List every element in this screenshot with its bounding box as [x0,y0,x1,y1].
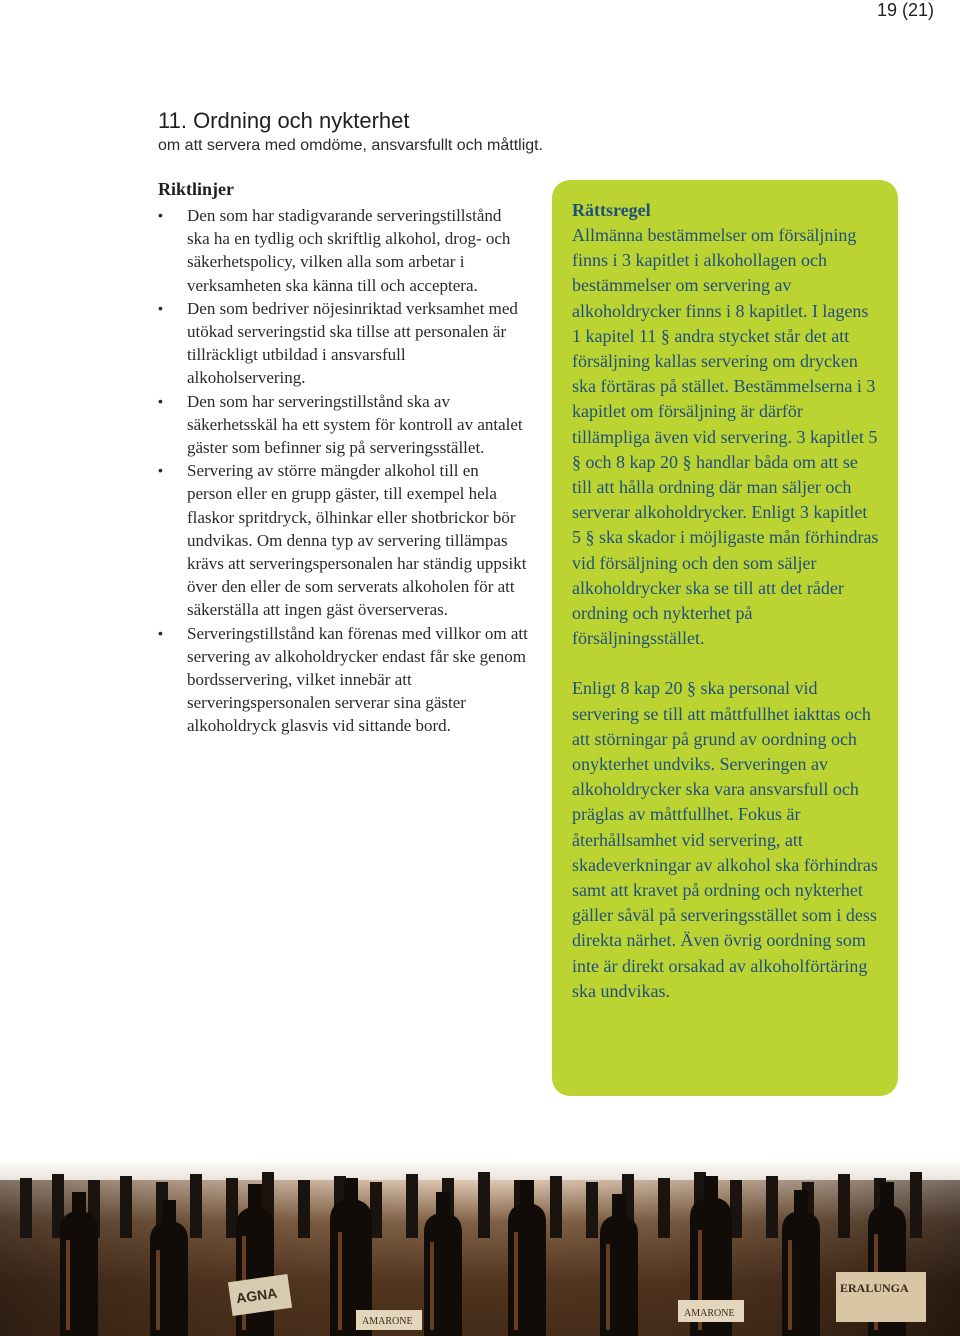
bullet-icon: • [158,299,163,316]
bullet-icon: • [158,392,163,409]
legal-rule-box [552,180,898,1096]
list-item [158,390,528,460]
bullet-icon: • [158,462,163,479]
bullet-icon: • [158,624,163,641]
list-item-text: Den som bedriver nöjesinriktad verksamhet med utökad serveringstid ska tillse att personalen är tillräckligt utbildad i ansvarsfull alkoholservering. [187,298,518,388]
bullet-icon: • [158,207,163,223]
list-item [158,622,528,738]
list-item-text: Serveringstillstånd kan förenas med villkor om att servering av alkoholdrycker endast får ske genom bordsservering, vilket innebär att serveringspersonalen serverar sina gäster alkoholdryck glasvis vid sittande bord. [187,623,528,736]
bottle-label: AMARONE [684,1308,735,1319]
wine-bottles-photo [0,1160,960,1336]
list-item-text: Den som har serveringstillstånd ska av säkerhetsskäl ha ett system för kontroll av antalet gäster som befinner sig på serveringsstället. [187,391,523,458]
list-item [158,204,528,297]
page-number: 19 (21) [876,0,934,20]
bottle-label: AMARONE [362,1316,413,1327]
legal-rule-paragraph: Allmänna bestämmelser om försäljning finns i 3 kapitlet i alkohollagen och bestämmelser om servering av alkoholdrycker finns i 8 kapitlet. I lagens 1 kapitel 11 § andra stycket står det att försäljning kallas servering om drycken ska förtäras på stället. Bestämmelserna i 3 kapitlet om försäljning är därför tillämpliga även vid servering. 3 kapitlet 5 § och 8 kap 20 § handlar båda om att se till att hålla ordning där man säljer och serverar alkoholdrycker. Enligt 3 kapitlet 5 § ska skador i möjligaste mån förhindras vid försäljning och den som säljer alkoholdrycker ska se till att det råder ordning och nykterhet på försäljningsstället. [572,225,879,649]
bottle-label: AGNA [235,1284,279,1307]
guidelines-column [158,178,528,738]
section-title: 11. Ordning och nykterhet [158,108,410,133]
list-item-text: Servering av större mängder alkohol till en person eller en grupp gäster, till exempel hela flaskor spritdryck, ölhinkar eller shotbrickor bör undvikas. Om denna typ av servering tillämpas krävs att serveringspersonalen har ständig uppsikt över den eller de som serverats alkoholen för att säkerställa att ingen gäst överserveras. [187,461,527,620]
list-item [158,459,528,621]
list-item [158,297,528,390]
list-item-text: Den som har stadigvarande serveringstillstånd ska ha en tydlig och skriftlig alkohol, drog- och säkerhetspolicy, vilken alla som arbetar i verksamheten ska känna till och acceptera. [187,206,511,295]
guidelines-list [158,204,528,738]
section-subtitle: om att servera med omdöme, ansvarsfullt och måttligt. [158,137,544,154]
guidelines-heading: Riktlinjer [158,179,234,199]
bottle-label: ERALUNGA [840,1281,909,1295]
legal-rule-paragraph: Enligt 8 kap 20 § ska personal vid servering se till att måttfullhet iakttas och att störningar på grund av oordning och onykterhet undviks. Serveringen av alkoholdrycker ska vara ansvarsfull och präglas av måttfullhet. Fokus är återhållsamhet vid servering, att skadeverkningar av alkohol ska förhindras samt att kravet på ordning och nykterhet gäller såväl på serveringsstället som i dess direkta närhet. Även övrig oordning som inte är direkt orsakad av alkoholförtäring ska undvikas. [572,678,878,1001]
legal-rule-heading: Rättsregel [572,200,651,220]
